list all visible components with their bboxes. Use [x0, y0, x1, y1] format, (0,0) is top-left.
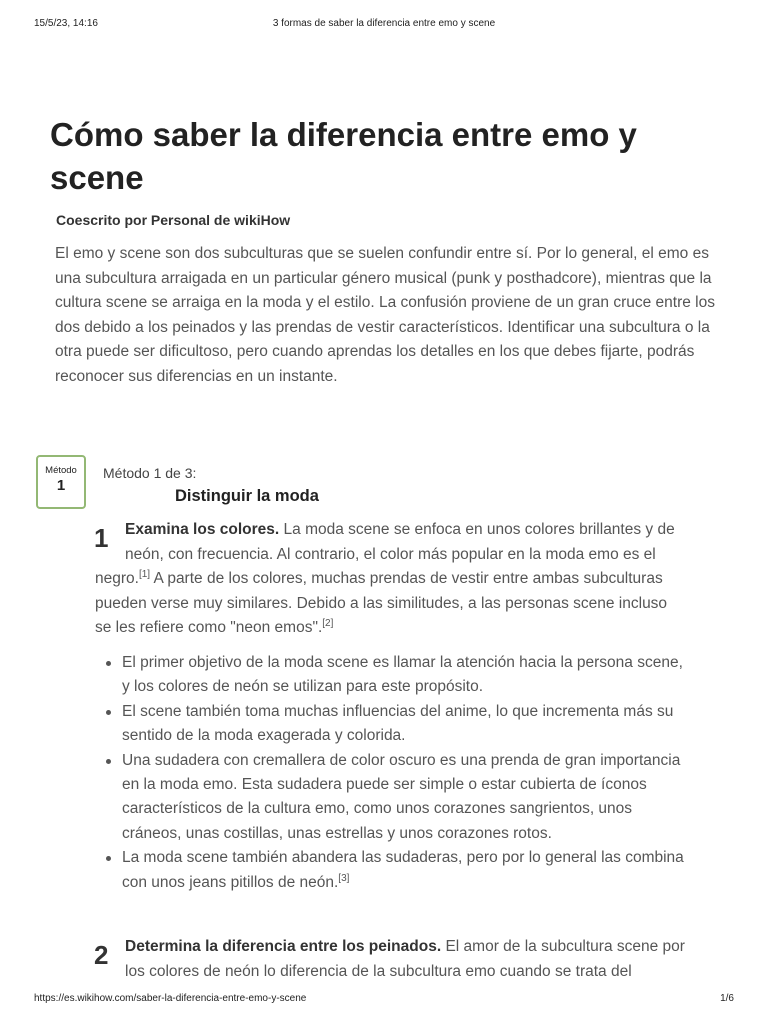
step-tips-list [104, 651, 694, 895]
method-badge-number: 1 [56, 477, 66, 494]
list-item: Una sudadera con cremallera de color oscuro es una prenda de gran importancia en la moda emo. Esta sudadera puede ser simple o estar cubierta de íconos característicos de la cultura emo, como unos corazones sangrientos, unos cráneos, unas costillas, unas estrellas y unos corazones rotos. [104, 749, 694, 847]
step-heading: Determina la diferencia entre los peinados. [125, 938, 442, 955]
page-number: 1/6 [720, 993, 734, 1004]
page-url[interactable]: https://es.wikihow.com/saber-la-diferencia-entre-emo-y-scene [34, 993, 307, 1004]
reference-link[interactable]: [2] [322, 618, 334, 630]
step-number: 1 [94, 523, 109, 553]
list-item: La moda scene también abandera las sudaderas, pero por lo general las combina con unos jeans pitillos de neón.[3] [104, 846, 694, 895]
method-badge-label: Método [45, 465, 77, 476]
print-date: 15/5/23, 14:16 [34, 18, 98, 29]
step-text [95, 935, 687, 984]
step-body: El amor de la subcultura scene por los colores de neón lo diferencia de la subcultura emo cuando se trata del [125, 938, 685, 980]
reference-link[interactable]: [1] [138, 569, 151, 581]
coauthor-byline[interactable]: Coescrito por Personal de wikiHow [56, 212, 291, 228]
article-title: Cómo saber la diferencia entre emo y scene [50, 116, 637, 196]
method-badge [36, 455, 86, 509]
step-number: 2 [94, 940, 109, 970]
step-body: A parte de los colores, muchas prendas de vestir entre ambas subculturas pueden verse muy similares. Debido a las similitudes, a las personas scene incluso se les refiere como "neon emos". [95, 570, 668, 637]
step-body: La moda scene se enfoca en unos colores brillantes y de neón, con frecuencia. Al contrario, el color más popular en la moda emo es el negro. [95, 521, 675, 588]
method-counter: Método 1 de 3: [103, 465, 197, 481]
step-heading: Examina los colores. [125, 521, 280, 538]
article-intro: El emo y scene son dos subculturas que se suelen confundir entre sí. Por lo general, el emo es una subcultura arraigada en un particular género musical (punk y posthadcore), mientras que la cultura scene se arraiga en la moda y el estilo. La confusión proviene de un gran cruce entre los dos debido a los peinados y las prendas de vestir característicos. Identificar una subcultura o la otra puede ser dificultoso, pero cuando aprendas los detalles en los que debes fijarte, podrás reconocer sus diferencias en un instante. [55, 245, 715, 385]
print-page-title: 3 formas de saber la diferencia entre emo y scene [272, 18, 496, 29]
list-item: El primer objetivo de la moda scene es llamar la atención hacia la persona scene, y los colores de neón se utilizan para este propósito. [104, 651, 694, 700]
method-title: Distinguir la moda [175, 487, 319, 505]
step-text [95, 518, 687, 641]
reference-link[interactable]: [3] [338, 872, 350, 884]
list-item: El scene también toma muchas influencias del anime, lo que incrementa más su sentido de la moda exagerada y colorida. [104, 700, 694, 749]
